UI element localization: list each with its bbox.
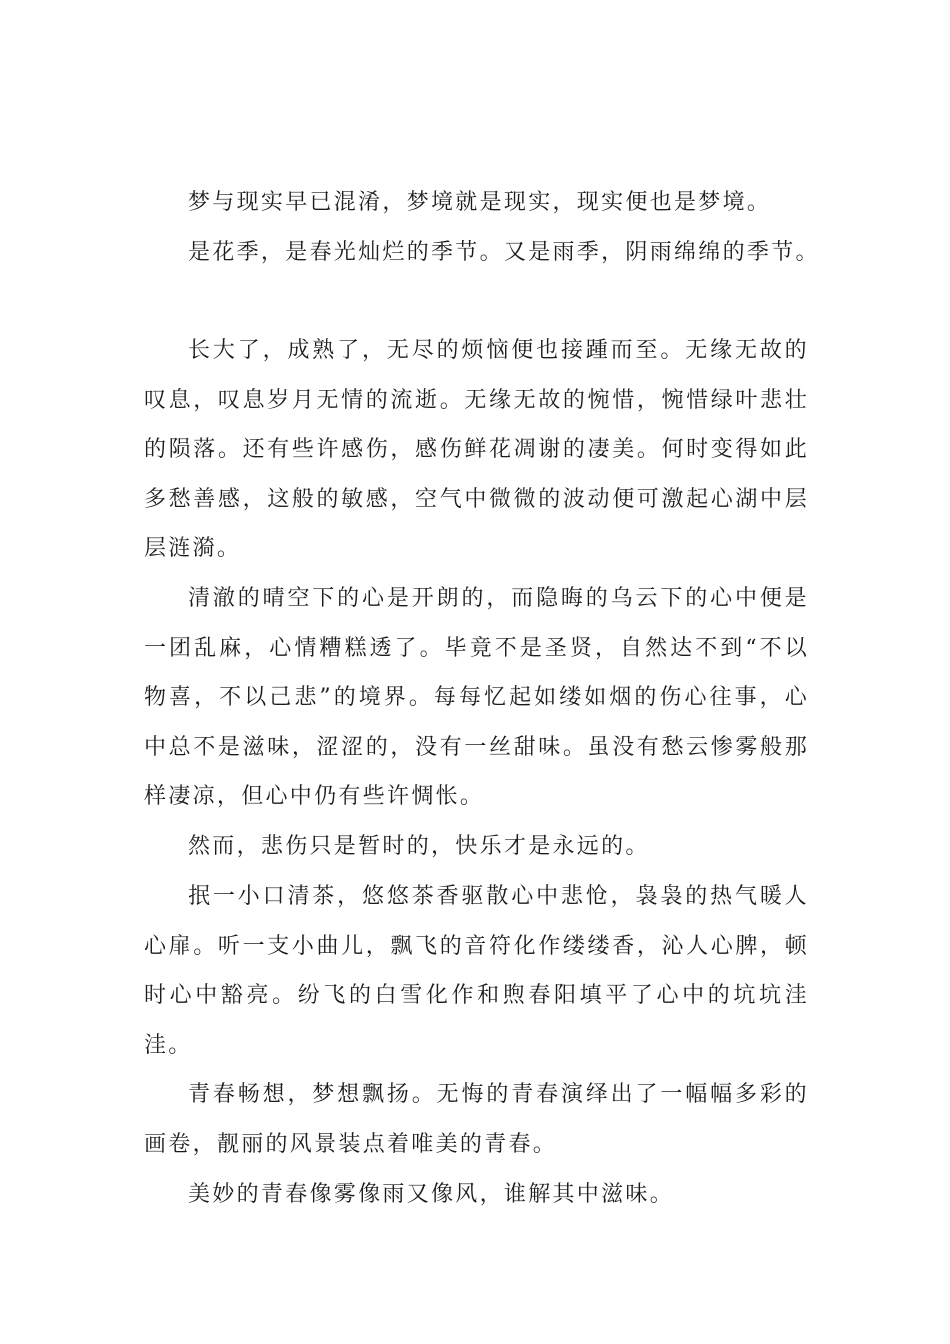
paragraph-2: 是花季，是春光灿烂的季节。又是雨季，阴雨绵绵的季节。 (188, 240, 820, 265)
paragraph-8: 美妙的青春像雾像雨又像风，谁解其中滋味。 (188, 1182, 675, 1207)
paragraph-3: 长大了，成熟了，无尽的烦恼便也接踵而至。无缘无故的叹息，叹息岁月无情的流逝。无缘无故的惋惜，惋惜绿叶悲壮的陨落。还有些许感伤，感伤鲜花凋谢的凄美。何时变得如此多愁善感，这般的敏感，空气中微微的波动便可激起心湖中层层涟漪。 (144, 338, 809, 562)
paragraph-1: 梦与现实早已混淆，梦境就是现实，现实便也是梦境。 (188, 190, 772, 215)
paragraph-7: 青春畅想，梦想飘扬。无悔的青春演绎出了一幅幅多彩的画卷，靓丽的风景装点着唯美的青春。 (144, 1082, 809, 1157)
paragraph-5: 然而，悲伤只是暂时的，快乐才是永远的。 (188, 834, 650, 859)
paragraph-6: 抿一小口清茶，悠悠茶香驱散心中悲怆，袅袅的热气暖人心扉。听一支小曲儿，飘飞的音符化作缕缕香，沁人心脾，顿时心中豁亮。纷飞的白雪化作和煦春阳填平了心中的坑坑洼洼。 (144, 884, 809, 1058)
paragraph-4: 清澈的晴空下的心是开朗的，而隐晦的乌云下的心中便是一团乱麻，心情糟糕透了。毕竟不是圣贤，自然达不到“不以物喜，不以己悲”的境界。每每忆起如缕如烟的伤心往事，心中总不是滋味，涩涩的，没有一丝甜味。虽没有愁云惨雾般那样凄凉，但心中仍有些许惆怅。 (144, 586, 809, 810)
